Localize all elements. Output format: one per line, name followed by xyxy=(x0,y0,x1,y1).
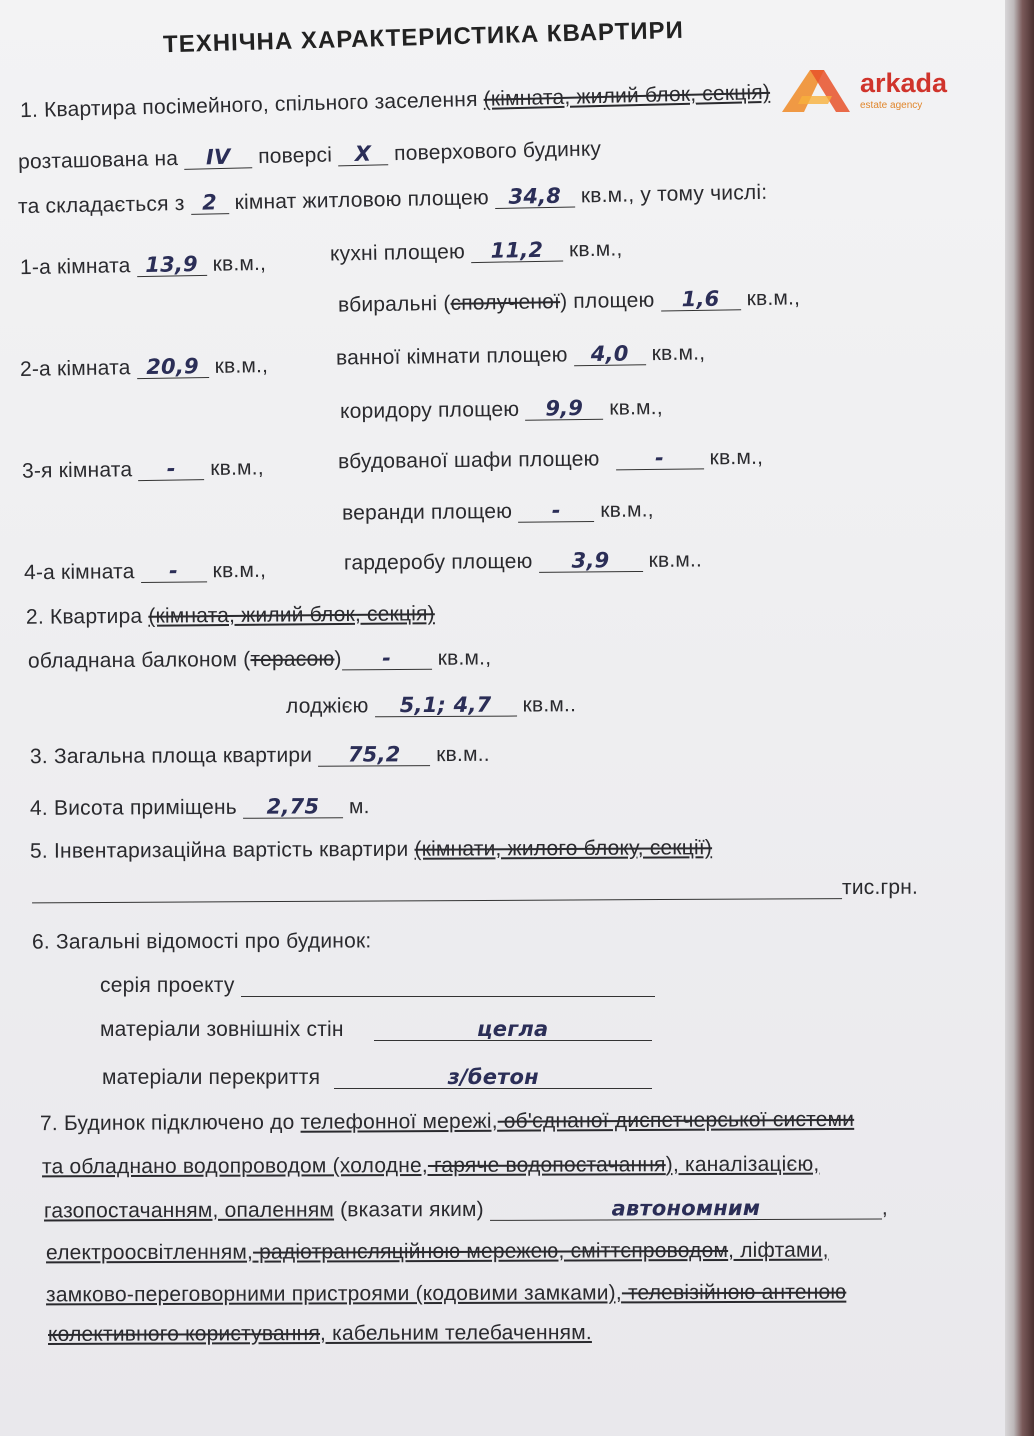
closet-field: - xyxy=(615,446,703,470)
veranda-unit: кв.м., xyxy=(594,498,654,522)
room-1-field: 13,9 xyxy=(136,253,206,277)
document-title: ТЕХНІЧНА ХАРАКТЕРИСТИКА КВАРТИРИ xyxy=(162,16,685,59)
room-4-field: - xyxy=(140,559,206,583)
wardrobe-field: 3,9 xyxy=(538,549,642,573)
s3-line xyxy=(30,743,490,769)
bathroom-label: ванної кімнати площею xyxy=(335,343,574,370)
logo-word: arkada xyxy=(860,68,948,98)
s4-unit: м. xyxy=(342,795,370,819)
s2-l2-text-b: ) xyxy=(334,647,342,671)
s5-label: 5. Інвентаризаційна вартість квартири xyxy=(29,837,415,863)
s7-line2 xyxy=(42,1153,820,1180)
wc-area xyxy=(338,286,800,317)
series-label: серія проекту xyxy=(100,974,241,997)
s4-label: 4. Висота приміщень xyxy=(29,795,243,820)
room-3-unit: кв.м., xyxy=(204,456,264,481)
room-4-label: 4-а кімната xyxy=(23,560,141,585)
s1-l3-text: та складається з xyxy=(17,191,191,219)
s7-l6-underlined: , кабельним телебаченням. xyxy=(319,1321,592,1345)
room-2 xyxy=(20,354,268,382)
s7-l4-underlined: електроосвітленням, xyxy=(45,1240,254,1265)
room-3 xyxy=(22,456,264,483)
loggia-unit: кв.м.. xyxy=(516,693,577,717)
wardrobe-area xyxy=(344,548,702,575)
wardrobe-label: гардеробу площею xyxy=(343,549,539,575)
s7-line4 xyxy=(46,1239,829,1266)
s7-l3-underlined: газопостачанням, опаленням xyxy=(43,1198,335,1223)
floor-field: IV xyxy=(184,145,253,170)
s1-l2-text-b: поверсі xyxy=(251,143,339,169)
s5-unit: тис.грн. xyxy=(841,875,919,900)
s2-line1 xyxy=(26,602,435,630)
s1-l3-text-b: кімнат житловою площею xyxy=(228,186,496,215)
loggia-label: лоджією xyxy=(285,694,375,718)
wc-label: вбиральні ( xyxy=(337,291,451,317)
closet-label: вбудованої шафи площею xyxy=(337,447,606,474)
walls-line xyxy=(100,1018,652,1042)
corridor-area xyxy=(340,396,663,424)
kitchen-unit: кв.м., xyxy=(562,237,623,262)
s7-l2-underlined: та обладнано водопроводом (холодне, xyxy=(41,1154,428,1179)
s7-l4-underlined-b: , ліфтами, xyxy=(728,1238,829,1262)
logo-mark-icon xyxy=(780,66,854,116)
wc-struck: сполученої xyxy=(450,290,561,315)
room-2-unit: кв.м., xyxy=(208,354,269,378)
s3-unit: кв.м.. xyxy=(430,742,490,767)
s7-line6 xyxy=(48,1321,592,1347)
s7-l2-struck: гаряче водопостачання xyxy=(427,1153,666,1178)
inventory-value-field xyxy=(32,876,842,903)
series-line xyxy=(100,974,655,998)
floors-material-label: матеріали перекриття xyxy=(102,1066,327,1089)
s2-l1-struck: (кімната, жилий блок, секція) xyxy=(148,602,435,628)
walls-label: матеріали зовнішніх стін xyxy=(100,1018,350,1041)
kitchen-field: 11,2 xyxy=(471,238,563,263)
s7-l3-text: (вказати яким) xyxy=(333,1197,490,1222)
s7-l6-struck: колективного користування xyxy=(47,1321,321,1346)
corridor-unit: кв.м., xyxy=(603,396,663,420)
floors-material-field: з/бетон xyxy=(334,1066,652,1089)
s2-l2-struck: терасою xyxy=(250,647,335,672)
wc-label-b: ) площею xyxy=(559,288,661,314)
s1-l1-struck: (кімната, жилий блок, секція) xyxy=(483,80,771,111)
total-area-field: 75,2 xyxy=(318,743,430,767)
balcony-unit: кв.м., xyxy=(431,646,492,670)
wc-unit: кв.м., xyxy=(740,286,801,311)
s5-struck: (кімнати, жилого блоку, секції) xyxy=(414,836,713,861)
s5-line2 xyxy=(32,876,918,905)
floors-material-line xyxy=(102,1066,652,1090)
wc-field: 1,6 xyxy=(660,287,740,311)
bathroom-field: 4,0 xyxy=(574,342,646,366)
series-field xyxy=(241,974,655,997)
s2-line2 xyxy=(28,646,491,673)
room-4-unit: кв.м., xyxy=(206,558,267,583)
s4-line xyxy=(30,795,370,821)
logo-subtitle: estate agency xyxy=(860,100,923,111)
living-area-field: 34,8 xyxy=(495,185,575,210)
s1-line2 xyxy=(18,137,602,174)
veranda-area xyxy=(342,498,654,525)
walls-field: цегла xyxy=(374,1018,652,1041)
s1-l2-text-c: поверхового будинку xyxy=(387,137,602,166)
s7-line1 xyxy=(40,1108,854,1136)
room-2-field: 20,9 xyxy=(136,355,208,379)
bathroom-unit: кв.м., xyxy=(645,341,706,366)
bathroom-area xyxy=(336,341,706,370)
corridor-label: коридору площею xyxy=(339,397,526,423)
room-1-label: 1-а кімната xyxy=(19,254,137,280)
veranda-label: веранди площею xyxy=(341,499,519,525)
floors-total-field: X xyxy=(338,142,389,166)
s7-l4-struck: радіотрансляційною мережею, сміттєпроводом xyxy=(253,1238,729,1264)
corridor-field: 9,9 xyxy=(525,397,603,421)
ceiling-height-field: 2,75 xyxy=(243,795,343,819)
s1-l3-text-c: кв.м., у тому числі: xyxy=(574,180,768,208)
s6-heading: 6. Загальні відомості про будинок: xyxy=(31,929,372,954)
s1-l1-text: 1. Квартира посімейного, спільного заселення xyxy=(19,87,484,123)
s7-l3-comma: , xyxy=(881,1196,888,1220)
kitchen-label: кухні площею xyxy=(329,240,472,266)
s7-l2-underlined-b: ), каналізацією, xyxy=(665,1152,820,1177)
s2-l2-text: обладнана балконом ( xyxy=(27,648,251,673)
loggia-field: 5,1; 4,7 xyxy=(375,694,517,718)
s1-l2-text: розташована на xyxy=(17,146,185,174)
closet-area xyxy=(338,446,763,474)
s7-l1-underlined: телефонної мережі, xyxy=(300,1109,498,1134)
heating-field: автономним xyxy=(490,1197,882,1221)
s2-l1-text: 2. Квартира xyxy=(25,604,149,629)
s7-line3 xyxy=(44,1197,888,1224)
room-1-unit: кв.м., xyxy=(206,251,267,276)
s3-label: 3. Загальна площа квартири xyxy=(29,743,319,769)
room-3-field: - xyxy=(138,457,204,481)
s7-l1-struck: об'єднаної диспетчерської системи xyxy=(497,1107,855,1133)
s5-line1 xyxy=(30,836,712,864)
rooms-count-field: 2 xyxy=(190,191,228,215)
s1-line1 xyxy=(20,81,771,123)
page-edge xyxy=(1005,0,1034,1436)
s7-l1-text: 7. Будинок підключено до xyxy=(39,1110,301,1136)
room-3-label: 3-я кімната xyxy=(21,458,139,483)
s1-line3 xyxy=(18,181,768,219)
loggia-line xyxy=(286,693,576,719)
arkada-logo xyxy=(780,66,948,121)
kitchen-area xyxy=(330,237,623,266)
room-1 xyxy=(20,252,267,280)
room-4 xyxy=(24,559,266,586)
closet-unit: кв.м., xyxy=(703,445,764,470)
veranda-field: - xyxy=(518,499,594,523)
wardrobe-unit: кв.м.. xyxy=(642,548,703,572)
room-2-label: 2-а кімната xyxy=(19,356,137,381)
balcony-field: - xyxy=(342,647,432,671)
s7-line5 xyxy=(46,1281,846,1308)
s7-l5-underlined: замково-переговорними пристроями (кодовими замками), xyxy=(45,1281,622,1307)
s7-l5-struck: телевізійною антеною xyxy=(621,1280,847,1305)
